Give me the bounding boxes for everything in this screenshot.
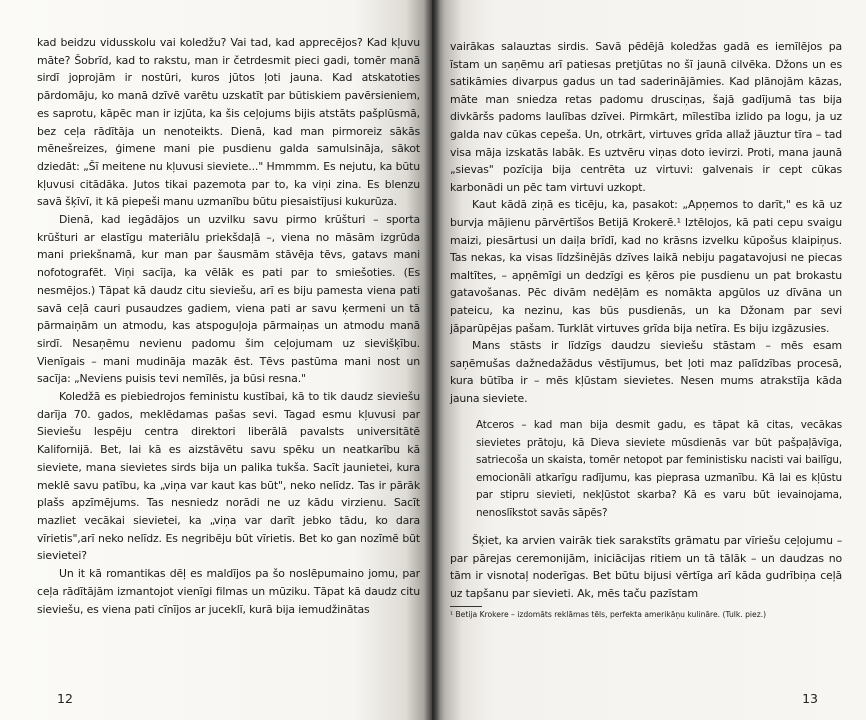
right-paragraph-2: Kaut kādā ziņā es ticēju, ka, pasakot: „Apņemos to darīt," es kā uz burvja mājienu pārvērtīšos Betijā Krokerē.¹ Iztēlojos, kā pati cepu svaigu maizi, piesārtusi un daiļa brīdī, kad no krāsns izvelku kūpošus klaipiņus. Tas nekas, ka visas līdzšinējās dzīves laikā nebiju pagatavojusi ne piecas maltītes, – apņēmīgi un dedzīgi es ķēros pie pusdienu un pat brokastu gatavošanas. Pēc divām nedēļām es nomākta apgūlos uz dīvāna un pateicu, ka nezinu, kas būs pusdienās, un ka Džonam par sevi jāparūpējas pašam. Turklāt virtuves grīda bija netīra. Es biju izgāzusies. bbox=[450, 198, 842, 335]
footnote: ¹ Betija Krokere – izdomāts reklāmas tēls, perfekta amerikāņu kulināre. (Tulk. piez.) bbox=[450, 610, 767, 620]
right-page bbox=[432, 0, 866, 720]
left-paragraph-3: Koledžā es piebiedrojos feministu kustībai, kā to tik daudz sieviešu darīja 70. gados, meklēdamas pašas sevi. Tagad esmu kļuvusi par Sieviešu lespēju centra direktori liberālā pavalsts universitātē Kalifornijā. Bet, lai kā es aizstāvētu savu spēku un neatkarību kā sieviete, mana sievietes sirds bija un palika tukša. Sacīt jaunietei, kura meklē savu patību, ka „viņa var kaut kas būt", neko nelīdz. Tas ir pārāk plašs apzīmējums. Tas nesniedz norādi ne uz kādu virzienu. Sacīt mazliet vecākai sievietei, ka „viņa var darīt jebko tādu, ko dara vīrietis",arī neko nelīdz. Es negribēju būt vīrietis. Bet ko gan nozīmē būt sievietei? bbox=[37, 390, 420, 563]
book-spine-shadow bbox=[424, 0, 440, 720]
left-paragraph-4: Un it kā romantikas dēļ es maldījos pa šo noslēpumaino jomu, par ceļa rādītājām izmantojot vienīgi filmas un mūziku. Tāpat kā daudz citu sieviešu, es viena pati cīnījos ar juceklī, kurā bija iemudžinātas bbox=[37, 567, 420, 616]
left-page bbox=[0, 0, 432, 720]
right-paragraph-4: Šķiet, ka arvien vairāk tiek sarakstīts grāmatu par vīriešu ceļojumu – par pārejas ceremonijām, iniciācijas ritiem un tā tālāk – un daudzas no tām ir visnotaļ noderīgas. Bet būtu bijusi vērtīga arī kāda gudrībiņa ceļā uz tapšanu par sievieti. Ak, mēs taču pazīstam bbox=[450, 533, 842, 600]
page-number-left: 12 bbox=[57, 691, 73, 706]
right-paragraph-1: vairākas salauztas sirdis. Savā pēdējā koledžas gadā es iemīlējos pa īstam un saņēmu arī patiesas pretjūtas no šī jaunā cilvēka. Džons un es satikāmies divarpus gadus un tad saderinājāmies. Kad plānojām kāzas, māte man sniedza retas padomu drusciņas, šajā gadījumā tas bija divkāršs padoms laulības dzīvei. Pirmkārt, mīlestība izlido pa logu, ja uz galda nav cūkas cepeša. Un, otrkārt, virtuves grīda allaž jāuztur tīra – tad visa māja izskatās labāk. Es uztvēru viņas doto ievirzi. Proti, mana jaunā „sievas" pozīcija bija centrēta uz virtuvi: galvenais ir cept cūkas karbonādi un pēc tam virtuvi uzkopt. bbox=[450, 40, 842, 194]
footnote-divider bbox=[450, 606, 482, 607]
left-paragraph-1: kad beidzu vidusskolu vai koledžu? Vai tad, kad apprecējos? Kad kļuvu māte? Šobrīd, kad to rakstu, man ir četrdesmit pieci gadi, tomēr manā sirdī joprojām ir nostūri, kuros jūtos ļoti jauna. Kad atskatoties pārdomāju, ko manā dzīvē varētu uzskatīt par būtiskiem pavērsieniem, es saprotu, kāpēc man ir izjūta, ka šis ceļojums bijis atstāts pašplūsmā, bez ceļa rādītāja un nenoteikts. Dienā, kad man pirmoreiz sākās mēnešreizes, ģimene mani pie pusdienu galda samulsināja, sākot dziedāt: „Šī meitene nu kļuvusi sieviete..." Hmmmm. Es nejutu, ka būtu kļuvusi citādāka. Jutos tikai pazemota par to, ka viņi zina. Es blenzu savā šķīvī, it kā piepeši manu uzmanību būtu piesaistījusi kukurūza. bbox=[37, 36, 420, 209]
left-paragraph-2: Dienā, kad iegādājos un uzvilku savu pirmo krūšturi – sporta krūšturi ar elastīgu materiālu priekšdaļā –, viena no māsām izgrūda mani priekšnamā, kur man par šausmām stāvēja tēvs, gatavs mani nofotografēt. Viņi sacīja, ka vēlāk es pati par to smiešoties. (Es nesmējos.) Tāpat kā daudz citu sieviešu, arī es biju pamesta viena pati savā ceļā cauri pusaudzes gadiem, viena pati ar savu ķermeni un tā pārmaiņām un atmodu, kas atspoguļoja pārmaiņas un atmodu manā sirdī. Nesaņēmu nevienu padomu šim ceļojumam uz sievišķību. Vienīgais – mani mudināja mazāk ēst. Tēvs pastūma mani nost un sacīja: „Neviens puisis tevi nemīlēs, ja būsi resna." bbox=[37, 213, 420, 386]
page-number-right: 13 bbox=[802, 691, 818, 706]
block-quote: Atceros – kad man bija desmit gadu, es tāpat kā citas, vecākas sievietes prātoju, kā Dieva sieviete mūsdienās var būt pašpaļāvīga, satriecoša un skaista, tomēr netopot par feministisku nacisti vai bailīgu, emocionāli atkarīgu radījumu, kas pieprasa uzmanību. Kā lai es kļūstu par stipru sievieti, nekļūstot skarba? Kā es varu būt ievainojama, nenoslīkstot savās sāpēs? bbox=[476, 419, 842, 519]
right-paragraph-3: Mans stāsts ir līdzīgs daudzu sieviešu stāstam – mēs esam saņēmušas dažnedažādus vēstījumus, bet ļoti maz palīdzības procesā, kura būtība ir – mēs kļūstam sievietes. Nesen mums atrakstīja kāda jauna sieviete. bbox=[450, 339, 842, 405]
